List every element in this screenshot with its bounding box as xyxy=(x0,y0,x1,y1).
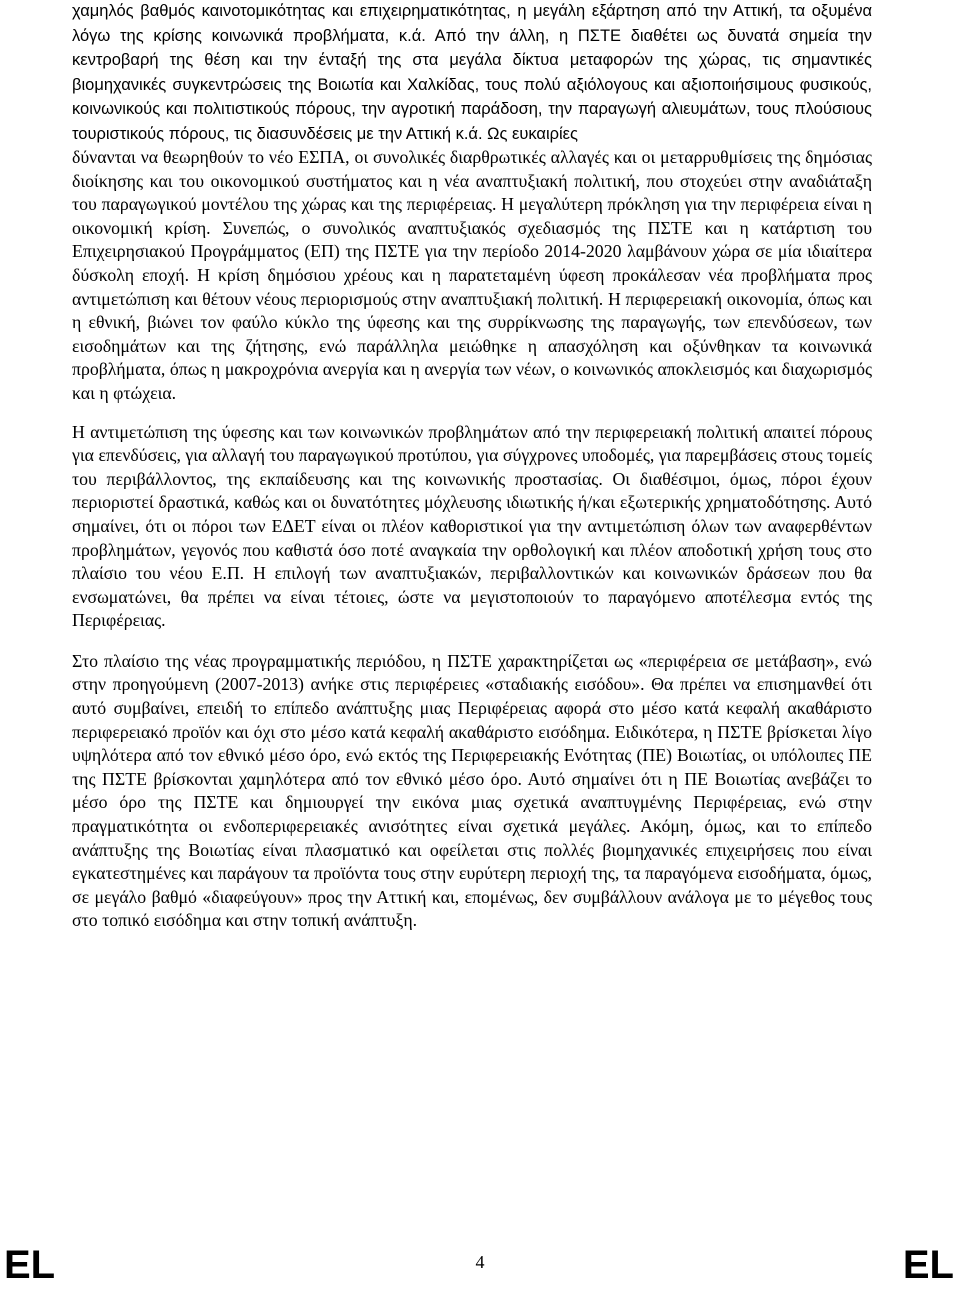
document-body xyxy=(72,0,872,933)
paragraph-1-sans: χαμηλός βαθμός καινοτομικότητας και επιχειρηματικότητας, η μεγάλη εξάρτηση από την Αττική, τα οξυμένα λόγω της κρίσης κοινωνικά προβλήματα, κ.ά. Από την άλλη, η ΠΣΤΕ διαθέτει ως δυνατά σημεία την κεντροβαρή της θέση και την ένταξή της στα μεγάλα δίκτυα μεταφορών της χώρας, τις σημαντικές βιομηχανικές συγκεντρώσεις της Βοιωτία και Χαλκίδας, τους πολύ αξιόλογους και αξιοποιήσιμους φυσικούς, κοινωνικούς και πολιτιστικούς πόρους, την αγροτική παράδοση, την παραγωγή αλιευμάτων, τους πλούσιους τουριστικούς πόρους, τις διασυνδέσεις με την Αττική κ.ά. Ως ευκαιρίες xyxy=(72,2,872,143)
paragraph-2: Η αντιμετώπιση της ύφεσης και των κοινωνικών προβλημάτων από την περιφερειακή πολιτική απαιτεί πόρους για επενδύσεις, για αλλαγή του παραγωγικού προτύπου, για σύγχρονες υποδομές, για παρεμβάσεις στους τομείς του περιβάλλοντος, της εκπαίδευσης και της κοινωνικής προστασίας. Οι διαθέσιμοι, όμως, πόροι έχουν περιοριστεί δραστικά, καθώς και οι δυνατότητες μόχλευσης ιδιωτικής ή/και εξωτερικής χρηματοδότησης. Αυτό σημαίνει, ότι οι πόροι των ΕΔΕΤ είναι οι πλέον καθοριστικοί για την αντιμετώπιση όλων των αναφερθέντων προβλημάτων, γεγονός που καθιστά όσο ποτέ αναγκαία την ορθολογική και πλέον αποδοτική χρήση τους στο πλαίσιο του νέου Ε.Π. Η επιλογή των αναπτυξιακών, περιβαλλοντικών και κοινωνικών δράσεων που θα ενσωματώνει, θα πρέπει να είναι τέτοιες, ώστε να μεγιστοποιούν το παραγόμενο αποτέλεσμα εντός της Περιφέρειας. xyxy=(72,421,872,631)
paragraph-1-serif: δύνανται να θεωρηθούν το νέο ΕΣΠΑ, οι συνολικές διαρθρωτικές αλλαγές και οι μεταρρυθμίσεις της δημόσιας διοίκησης και του οικονομικού συστήματος και η νέα αναπτυξιακή πολιτική, που στοχεύει στην αναδιάταξη του παραγωγικού μοντέλου της χώρας και της περιφέρειας. Η μεγαλύτερη πρόκληση για την περιφέρεια είναι η οικονομική κρίση. Συνεπώς, ο συνολικός αναπτυξιακός σχεδιασμός της ΠΣΤΕ και η κατάρτιση του Επιχειρησιακού Προγράμματος (ΕΠ) της ΠΣΤΕ για την περίοδο 2014-2020 λαμβάνουν χώρα σε μία ιδιαίτερα δύσκολη εποχή. Η κρίση δημόσιου χρέους και η παρατεταμένη ύφεση προκάλεσαν νέα προβλήματα προς αντιμετώπιση και θέτουν νέους περιορισμούς στην αναπτυξιακή πολιτική. Η περιφερειακή οικονομία, όπως και η εθνική, βιώνει τον φαύλο κύκλο της ύφεσης και της συρρίκνωσης της παραγωγής, των επενδύσεων, των εισοδημάτων και της ζήτησης, ενώ παράλληλα μειώθηκε η απασχόληση και οξύνθηκαν τα κοινωνικά προβλήματα, όπως η μακροχρόνια ανεργία και η ανεργία των νέων, ο κοινωνικός αποκλεισμός και διαχωρισμός και η φτώχεια. xyxy=(72,147,872,403)
paragraph-3: Στο πλαίσιο της νέας προγραμματικής περιόδου, η ΠΣΤΕ χαρακτηρίζεται ως «περιφέρεια σε μετάβαση», ενώ στην προηγούμενη (2007-2013) ανήκε στις περιφέρειες «σταδιακής εισόδου». Θα πρέπει να επισημανθεί ότι αυτό συμβαίνει, επειδή το επίπεδο ανάπτυξης μιας Περιφέρειας αφορά στο μέσο κατά κεφαλή ακαθάριστο περιφερειακό προϊόν και όχι στο μέσο κατά κεφαλή ακαθάριστο εισόδημα. Ειδικότερα, η ΠΣΤΕ βρίσκεται λίγο υψηλότερα από τον εθνικό μέσο όρο, ενώ εκτός της Περιφερειακής Ενότητας (ΠΕ) Βοιωτίας, οι υπόλοιπες ΠΕ της ΠΣΤΕ βρίσκονται χαμηλότερα από τον εθνικό μέσο όρο. Αυτό σημαίνει ότι η ΠΕ Βοιωτίας ανεβάζει το μέσο όρο της ΠΣΤΕ και δημιουργεί την εικόνα μιας σχετικά αναπτυγμένης Περιφέρειας, ενώ στην πραγματικότητα οι ενδοπεριφερειακές ανισότητες είναι σχετικά μεγάλες. Ακόμη, όμως, και το επίπεδο ανάπτυξης της Βοιωτίας είναι πλασματικό και οφείλεται στις πολλές βιομηχανικές επιχειρήσεις που είναι εγκατεστημένες και παράγουν τα προϊόντα τους στην ευρύτερη περιοχή της, τα παραγόμενα εισοδήματα, όμως, σε μεγάλο βαθμό «διαφεύγουν» προς την Αττική και, επομένως, δεν συμβάλλουν ανάλογα με το μέγεθος τους στο τοπικό εισόδημα και στην τοπική ανάπτυξη. xyxy=(72,650,872,931)
footer-language-mark-left: EL xyxy=(4,1243,56,1287)
page-number: 4 xyxy=(475,1252,485,1272)
footer-language-mark-right: EL xyxy=(902,1243,954,1287)
